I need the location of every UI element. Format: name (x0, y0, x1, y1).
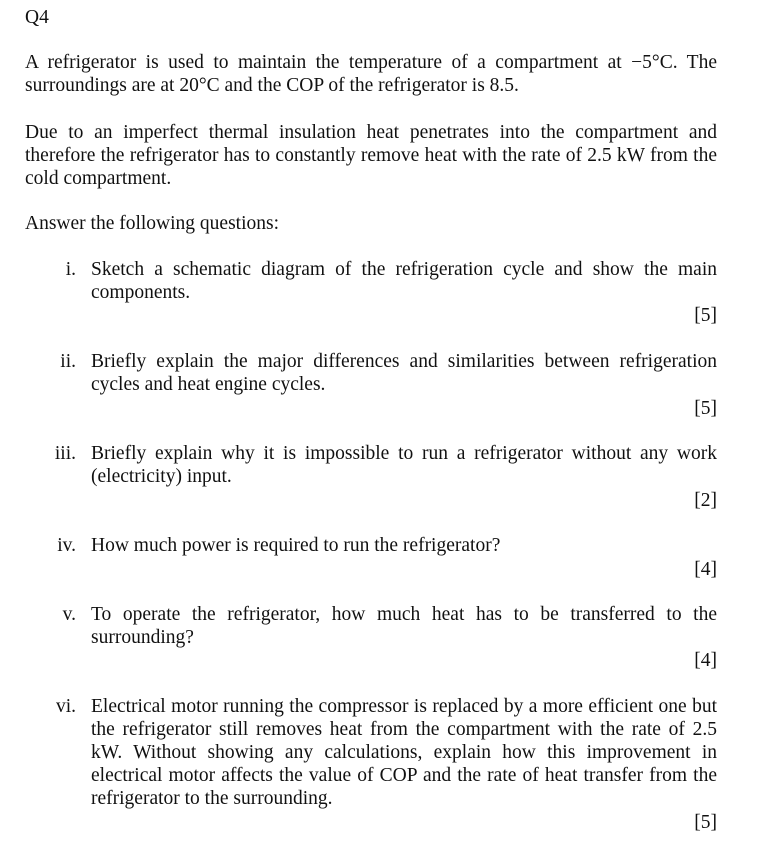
item-text: Briefly explain why it is impossible to run a refrigerator without any work (electricity) input. (91, 443, 717, 487)
item-numeral: i. (65, 259, 76, 280)
item-text: Sketch a schematic diagram of the refrigeration cycle and show the main components. (91, 259, 717, 303)
item-numeral: ii. (60, 351, 76, 372)
item-numeral: v. (62, 604, 76, 625)
instruction-text: Answer the following questions: (25, 213, 280, 234)
item-text: Electrical motor running the compressor is replaced by a more efficient one but the refrigerator still removes heat from the compartment with the rate of 2.5 kW. Without showing any calculations, explain how this improvement in electrical motor affects the value of COP and the rate of heat transfer from the refrigerator to the surrounding. (91, 696, 717, 809)
item-marks: [5] (694, 812, 717, 833)
item-marks: [5] (694, 398, 717, 419)
item-marks: [4] (694, 559, 717, 580)
question-number: Q4 (25, 7, 49, 28)
item-numeral: vi. (55, 696, 76, 717)
intro-paragraph-1: A refrigerator is used to maintain the temperature of a compartment at −5°C. The surroundings are at 20°C and the COP of the refrigerator is 8.5. (25, 52, 717, 96)
item-marks: [4] (694, 650, 717, 671)
item-text: To operate the refrigerator, how much heat has to be transferred to the surrounding? (91, 604, 717, 648)
item-marks: [2] (694, 490, 717, 511)
item-text: How much power is required to run the refrigerator? (91, 535, 501, 556)
item-marks: [5] (694, 305, 717, 326)
item-text: Briefly explain the major differences and similarities between refrigeration cycles and heat engine cycles. (91, 351, 717, 395)
intro-paragraph-2: Due to an imperfect thermal insulation heat penetrates into the compartment and therefore the refrigerator has to constantly remove heat with the rate of 2.5 kW from the cold compartment. (25, 122, 717, 189)
item-numeral: iv. (57, 535, 76, 556)
item-numeral: iii. (54, 443, 76, 464)
